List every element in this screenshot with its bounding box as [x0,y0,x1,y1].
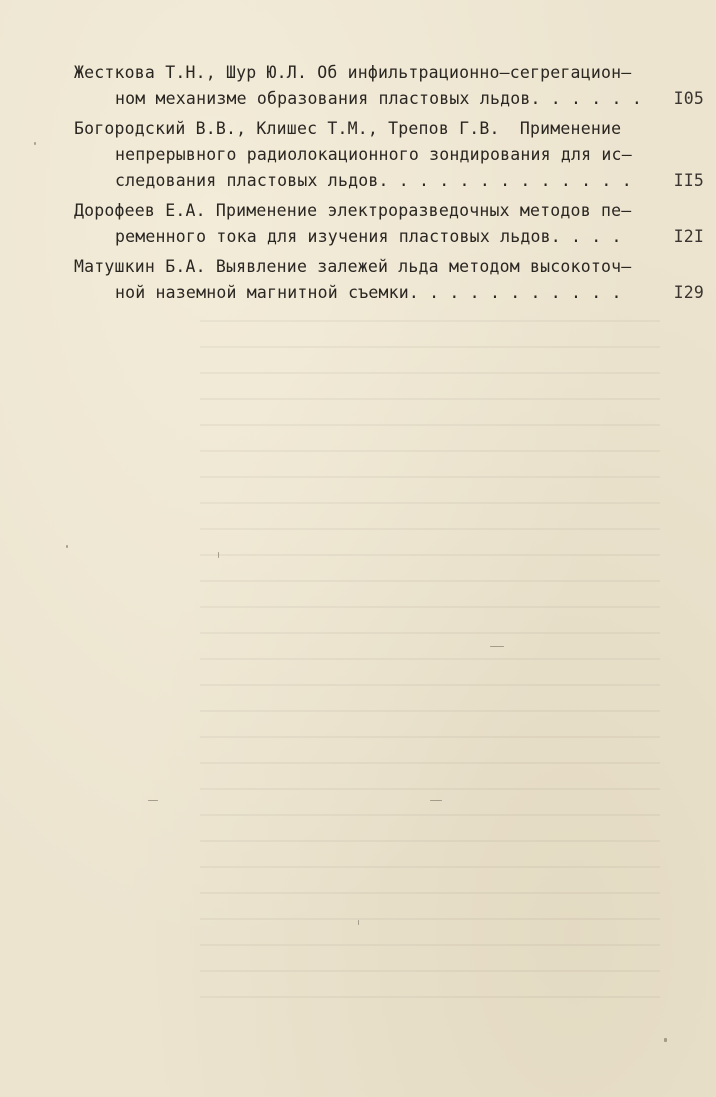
paper-speck [490,646,504,647]
toc-page-number: I2I [673,227,704,246]
toc-entry-zhestkova [74,60,704,112]
paper-speck [430,800,442,801]
toc-page-number: I29 [673,283,704,302]
toc-entry-matushkin [74,254,704,306]
toc-page-number: II5 [673,171,704,190]
paper-speck [358,920,359,925]
paper-speck [664,1038,667,1042]
toc-entry-line: ременного тока для изучения пластовых льдов. . . . [115,227,622,246]
paper-speck [148,800,158,801]
toc-page-number: I05 [673,89,704,108]
toc-entry-line: Дорофеев Е.А. Применение электроразведочных методов пе– [74,201,632,220]
show-through-texture [200,320,660,1020]
toc-entry-line: Жесткова Т.Н., Шур Ю.Л. Об инфильтрационно–сегрегацион– [74,63,632,82]
toc-entry-line: непрерывного радиолокационного зондирования для ис– [115,145,632,164]
paper-speck [66,545,68,548]
toc-entry-line: ном механизме образования пластовых льдов. . . . . . [115,89,642,108]
toc-entry-bogorodsky [74,116,704,194]
toc-entry-line: Матушкин Б.А. Выявление залежей льда методом высокоточ– [74,257,632,276]
paper-speck [34,142,36,145]
toc-entry-line: ной наземной магнитной съемки. . . . . . . . . . . [115,283,622,302]
toc-entry-dorofeev [74,198,704,250]
toc-entry-line: Богородский В.В., Клишес Т.М., Трепов Г.В. Применение [74,119,622,138]
table-of-contents [74,60,704,310]
paper-speck [218,552,219,558]
toc-entry-line: следования пластовых льдов. . . . . . . . . . . . . [115,171,632,190]
